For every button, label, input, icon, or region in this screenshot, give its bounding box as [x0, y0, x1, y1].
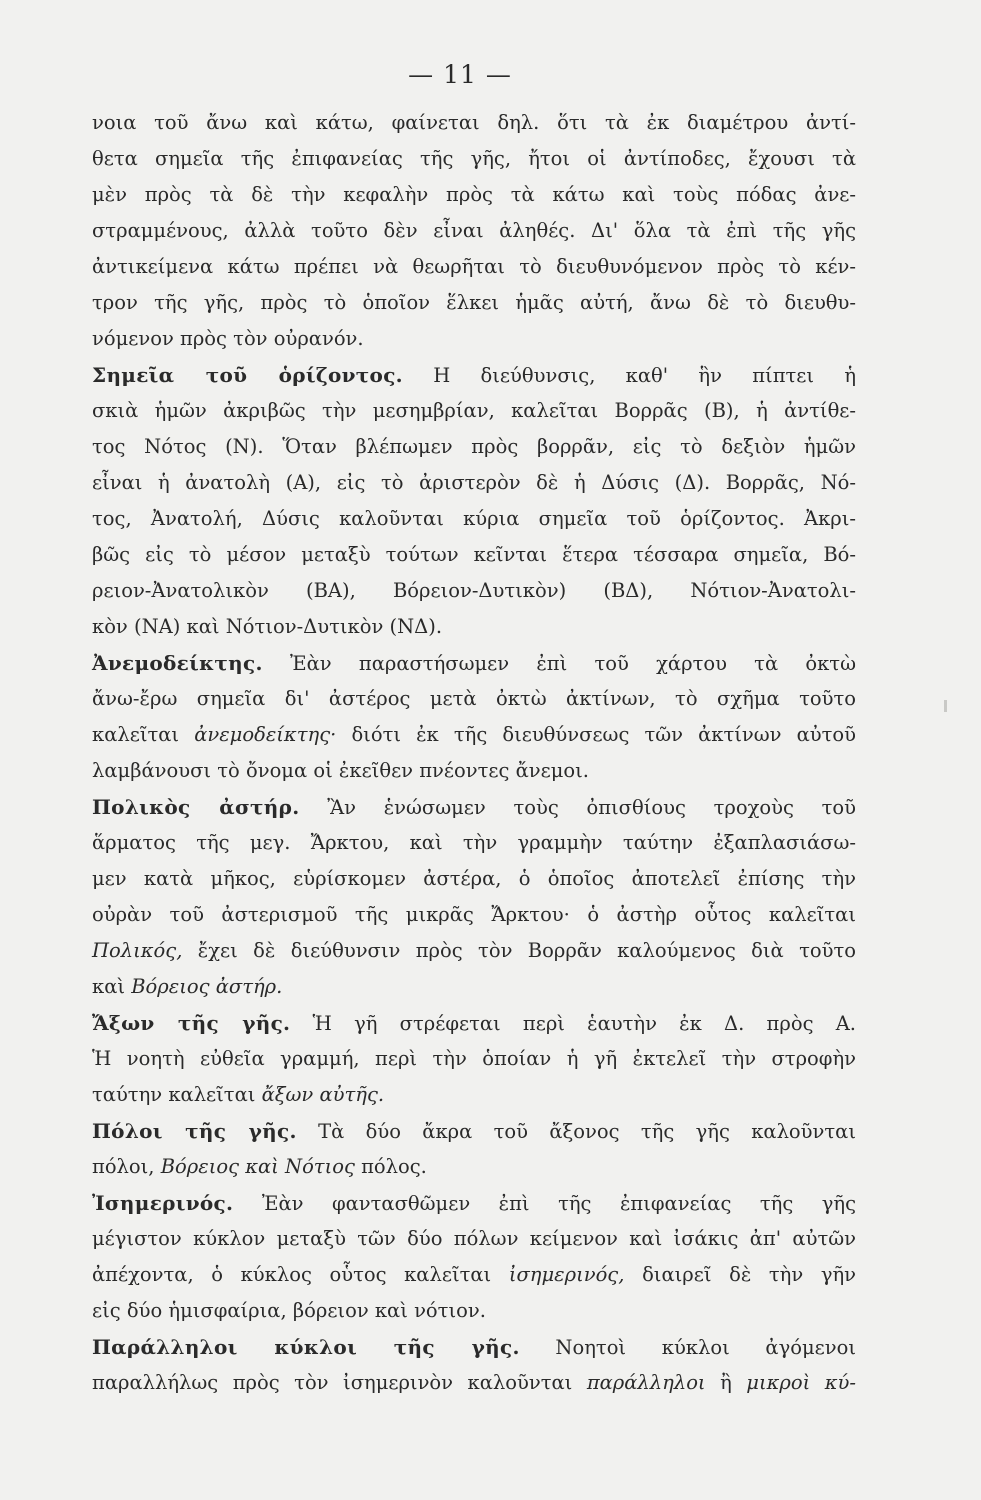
text-line: τρον τῆς γῆς, πρὸς τὸ ὁποῖον ἕλκει ἡμᾶς αὐτή, ἄνω δὲ τὸ διευθυ- [92, 291, 856, 314]
text-line: ἀντικείμενα κάτω πρέπει νὰ θεωρῆται τὸ διευθυνόμενον πρὸς τὸ κέν- [92, 255, 856, 278]
line-text: Τὰ δύο ἄκρα τοῦ ἄξονος τῆς γῆς καλοῦνται [318, 1120, 856, 1143]
heading-horizon-points: Σημεῖα τοῦ ὁρίζοντος. [92, 363, 403, 387]
text-line [92, 722, 856, 750]
line-text: Ἐὰν παραστήσωμεν ἐπὶ τοῦ χάρτου τὰ ὀκτὼ [289, 652, 856, 675]
line-text: πόλος. [361, 1155, 427, 1178]
text-line [92, 1334, 856, 1362]
line-text: ἢ [720, 1371, 732, 1394]
italic-term: παράλληλοι [586, 1371, 706, 1394]
text-line: μεν κατὰ μῆκος, εὑρίσκομεν ἀστέρα, ὁ ὁποῖος ἀποτελεῖ ἐπίσης τὴν [92, 867, 856, 890]
line-text: καὶ [92, 975, 126, 998]
text-line: τος Νότος (Ν). Ὅταν βλέπωμεν πρὸς βορρᾶν, εἰς τὸ δεξιὸν ἡμῶν [92, 435, 856, 458]
italic-term: Βόρειος καὶ Νότιος [160, 1155, 355, 1178]
line-text: διαιρεῖ δὲ τὴν γῆν [642, 1263, 857, 1286]
line-text: ἔχει δὲ διεύθυνσιν πρὸς τὸν Βορρᾶν καλούμενος διὰ τοῦτο [197, 939, 856, 962]
text-line [92, 938, 856, 966]
heading-compass: Ἀνεμοδείκτης. [92, 651, 263, 675]
text-line: θετα σημεῖα τῆς ἐπιφανείας τῆς γῆς, ἤτοι οἱ ἀντίποδες, ἔχουσι τὰ [92, 147, 856, 170]
text-line [92, 1154, 856, 1182]
heading-axis: Ἄξων τῆς γῆς. [92, 1011, 291, 1035]
line-text: Ἂν ἑνώσωμεν τοὺς ὀπισθίους τροχοὺς τοῦ [327, 796, 856, 819]
line-text: ταύτην καλεῖται [92, 1083, 256, 1106]
line-text: καλεῖται [92, 723, 180, 746]
text-line: λαμβάνουσι τὸ ὄνομα οἱ ἐκεῖθεν πνέοντες ἄνεμοι. [92, 759, 589, 782]
text-line [92, 650, 856, 678]
text-line: στραμμένους, ἀλλὰ τοῦτο δὲν εἶναι ἀληθές. Δι' ὅλα τὰ ἐπὶ τῆς γῆς [92, 219, 856, 242]
text-line: ἅρματος τῆς μεγ. Ἄρκτου, καὶ τὴν γραμμὴν ταύτην ἐξαπλασιάσω- [92, 831, 856, 854]
heading-poles: Πόλοι τῆς γῆς. [92, 1119, 297, 1143]
text-line: εἰς δύο ἡμισφαίρια, βόρειον καὶ νότιον. [92, 1299, 486, 1322]
line-text: Η διεύθυνσις, καθ' ἣν πίπτει ἡ [433, 364, 857, 387]
text-line [92, 1370, 856, 1398]
italic-term: ἀνεμοδείκτης· [194, 723, 337, 746]
text-line: ἄνω-ἔρω σημεῖα δι' ἀστέρος μετὰ ὀκτὼ ἀκτίνων, τὸ σχῆμα τοῦτο [92, 687, 856, 710]
text-line: οὐρὰν τοῦ ἀστερισμοῦ τῆς μικρᾶς Ἄρκτου· ὁ ἀστὴρ οὗτος καλεῖται [92, 903, 856, 926]
text-line: νοια τοῦ ἄνω καὶ κάτω, φαίνεται δηλ. ὅτι τὰ ἐκ διαμέτρου ἀντί- [92, 111, 856, 134]
line-text: ἀπέχοντα, ὁ κύκλος οὗτος καλεῖται [92, 1263, 492, 1286]
heading-equator: Ἰσημερινός. [92, 1191, 234, 1215]
text-line: Ἡ νοητὴ εὐθεῖα γραμμή, περὶ τὴν ὁποίαν ἡ γῆ ἐκτελεῖ τὴν στροφὴν [92, 1047, 856, 1070]
text-line: μέγιστον κύκλον μεταξὺ τῶν δύο πόλων κείμενον καὶ ἰσάκις ἀπ' αὐτῶν [92, 1227, 856, 1250]
italic-term: μικροὶ κύ- [746, 1371, 856, 1394]
italic-term: ἰσημερινός, [508, 1263, 625, 1286]
text-line: σκιὰ ἡμῶν ἀκριβῶς τὴν μεσημβρίαν, καλεῖται Βορρᾶς (Β), ἡ ἀντίθε- [92, 399, 856, 422]
text-line [92, 974, 856, 1002]
text-line: ρειον-Ἀνατολικὸν (ΒΑ), Βόρειον-Δυτικὸν) (ΒΔ), Νότιον-Ἀνατολι- [92, 579, 856, 602]
italic-term: ἄξων αὐτῆς. [261, 1083, 385, 1106]
heading-pole-star: Πολικὸς ἀστήρ. [92, 795, 300, 819]
italic-term: Πολικός, [92, 939, 183, 962]
page-number: — 11 — [408, 60, 512, 89]
heading-parallels: Παράλληλοι κύκλοι τῆς γῆς. [92, 1335, 520, 1359]
line-text: πόλοι, [92, 1155, 155, 1178]
text-line: νόμενον πρὸς τὸν οὐρανόν. [92, 327, 364, 350]
text-line [92, 1262, 856, 1290]
page-blemish [944, 700, 947, 712]
text-line [92, 1118, 856, 1146]
line-text: Ἡ γῆ στρέφεται περὶ ἑαυτὴν ἐκ Δ. πρὸς Α. [312, 1012, 856, 1035]
text-line [92, 1010, 856, 1038]
text-line: κὸν (ΝΑ) καὶ Νότιον-Δυτικὸν (ΝΔ). [92, 615, 443, 638]
text-line [92, 1082, 856, 1110]
text-line: βῶς εἰς τὸ μέσον μεταξὺ τούτων κεῖνται ἕτερα τέσσαρα σημεῖα, Βό- [92, 543, 856, 566]
text-line [92, 794, 856, 822]
line-text: διότι ἐκ τῆς διευθύνσεως τῶν ἀκτίνων αὐτοῦ [351, 723, 857, 746]
text-line: μὲν πρὸς τὰ δὲ τὴν κεφαλὴν πρὸς τὰ κάτω καὶ τοὺς πόδας ἀνε- [92, 183, 856, 206]
text-line: τος, Ἀνατολή, Δύσις καλοῦνται κύρια σημεῖα τοῦ ὁρίζοντος. Ἀκρι- [92, 507, 856, 530]
text-line [92, 1190, 856, 1218]
line-text: Ἐὰν φαντασθῶμεν ἐπὶ τῆς ἐπιφανείας τῆς γῆς [261, 1192, 857, 1215]
text-line: εἶναι ἡ ἀνατολὴ (Α), εἰς τὸ ἀριστερὸν δὲ ἡ Δύσις (Δ). Βορρᾶς, Νό- [92, 471, 856, 494]
line-text: Νοητοὶ κύκλοι ἀγόμενοι [555, 1336, 857, 1359]
text-line [92, 362, 856, 390]
italic-term: Βόρειος ἀστήρ. [131, 975, 283, 998]
line-text: παραλλήλως πρὸς τὸν ἰσημερινὸν καλοῦνται [92, 1371, 573, 1394]
